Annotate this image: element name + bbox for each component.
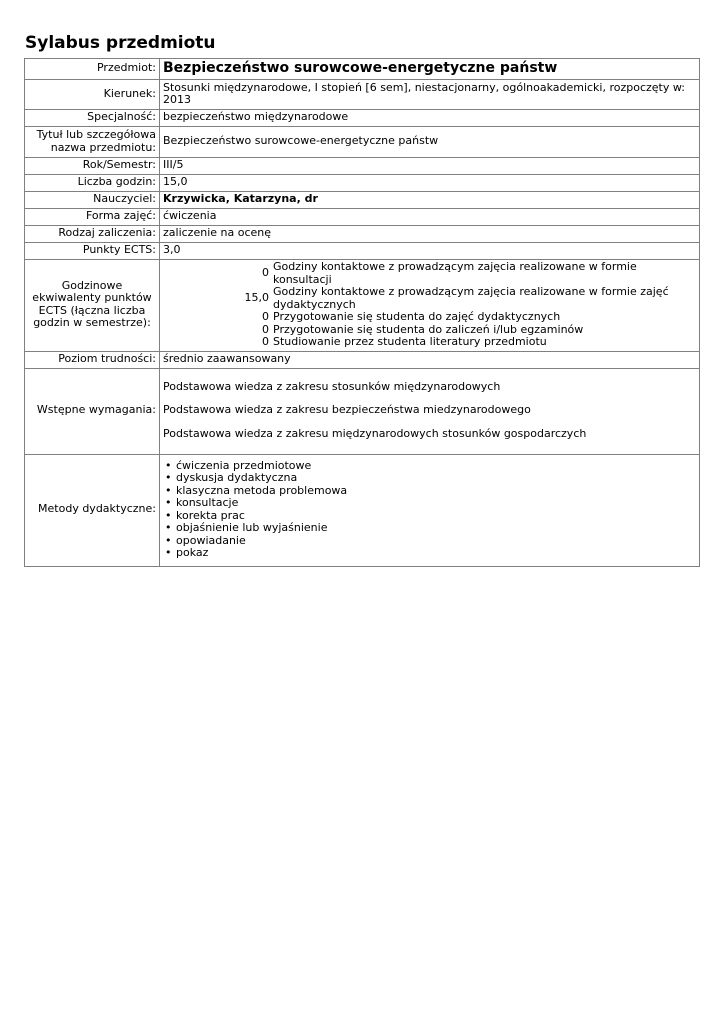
- hours-value: 0: [262, 310, 269, 323]
- row-trudnosc: [25, 351, 700, 368]
- label-trudnosc: Poziom trudności:: [25, 351, 160, 368]
- hours-desc: Godziny kontaktowe z prowadzącym zajęcia realizowane w formie zajęć dydaktycznych: [273, 285, 669, 311]
- requirement-item: Podstawowa wiedza z zakresu bezpieczeństwa miedzynarodowego: [163, 403, 531, 417]
- value-rok: III/5: [160, 158, 700, 175]
- value-ects: 3,0: [160, 243, 700, 260]
- hours-row: [163, 311, 696, 324]
- hours-value: 0: [262, 335, 269, 348]
- value-godziny: 15,0: [160, 175, 700, 192]
- row-tytul: [25, 127, 700, 158]
- methods-list: [163, 460, 696, 560]
- value-specjalnosc: bezpieczeństwo międzynarodowe: [160, 110, 700, 127]
- row-forma: [25, 209, 700, 226]
- hours-desc: Przygotowanie się studenta do zaliczeń i/lub egzaminów: [273, 322, 584, 336]
- hours-row: [163, 286, 696, 311]
- list-item: • opowiadanie: [163, 535, 696, 548]
- label-ects: Punkty ECTS:: [25, 243, 160, 260]
- hours-breakdown: [163, 261, 696, 349]
- label-zaliczenie: Rodzaj zaliczenia:: [25, 226, 160, 243]
- hours-desc: Godziny kontaktowe z prowadzącym zajęcia realizowane w formie konsultacji: [273, 260, 637, 286]
- label-metody: Metody dydaktyczne:: [25, 454, 160, 566]
- value-metody: [160, 454, 700, 566]
- value-ekwiwalenty: [160, 260, 700, 352]
- label-forma: Forma zajęć:: [25, 209, 160, 226]
- value-forma: ćwiczenia: [160, 209, 700, 226]
- list-item: • ćwiczenia przedmiotowe: [163, 460, 696, 473]
- label-rok: Rok/Semestr:: [25, 158, 160, 175]
- row-przedmiot: [25, 59, 700, 80]
- value-nauczyciel: Krzywicka, Katarzyna, dr: [160, 192, 700, 209]
- value-przedmiot: Bezpieczeństwo surowcowe-energetyczne państw: [160, 59, 700, 80]
- label-tytul: Tytuł lub szczegółowa nazwa przedmiotu:: [25, 127, 160, 158]
- list-item: • dyskusja dydaktyczna: [163, 472, 696, 485]
- row-ekwiwalenty: [25, 260, 700, 352]
- list-item: • korekta prac: [163, 510, 696, 523]
- hours-value: 0: [262, 322, 269, 336]
- hours-row: [163, 261, 696, 286]
- value-kierunek: Stosunki międzynarodowe, I stopień [6 sem], niestacjonarny, ogólnoakademicki, rozpoczęty w: 2013: [160, 80, 700, 110]
- row-specjalnosc: [25, 110, 700, 127]
- hours-value: 15,0: [244, 291, 269, 305]
- value-wymagania: [160, 368, 700, 454]
- label-nauczyciel: Nauczyciel:: [25, 192, 160, 209]
- list-item: • objaśnienie lub wyjaśnienie: [163, 522, 696, 535]
- label-wymagania: Wstępne wymagania:: [25, 368, 160, 454]
- value-zaliczenie: zaliczenie na ocenę: [160, 226, 700, 243]
- value-tytul: Bezpieczeństwo surowcowe-energetyczne państw: [160, 127, 700, 158]
- syllabus-table: [24, 58, 700, 567]
- page-title: Sylabus przedmiotu: [25, 33, 216, 53]
- list-item: • klasyczna metoda problemowa: [163, 485, 696, 498]
- row-nauczyciel: [25, 192, 700, 209]
- label-godziny: Liczba godzin:: [25, 175, 160, 192]
- row-rok: [25, 158, 700, 175]
- hours-desc: Studiowanie przez studenta literatury przedmiotu: [273, 335, 547, 348]
- label-przedmiot: Przedmiot:: [25, 59, 160, 80]
- row-kierunek: [25, 80, 700, 110]
- requirement-item: Podstawowa wiedza z zakresu międzynarodowych stosunków gospodarczych: [163, 426, 587, 440]
- hours-row: [163, 336, 696, 349]
- requirement-item: Podstawowa wiedza z zakresu stosunków międzynarodowych: [163, 379, 501, 393]
- list-item: • konsultacje: [163, 497, 696, 510]
- hours-value: 0: [262, 266, 269, 280]
- label-ekwiwalenty: Godzinowe ekwiwalenty punktów ECTS (łączna liczba godzin w semestrze):: [25, 260, 160, 352]
- hours-desc: Przygotowanie się studenta do zajęć dydaktycznych: [273, 310, 561, 323]
- label-specjalnosc: Specjalność:: [25, 110, 160, 127]
- row-godziny: [25, 175, 700, 192]
- label-kierunek: Kierunek:: [25, 80, 160, 110]
- row-zaliczenie: [25, 226, 700, 243]
- list-item: • pokaz: [163, 547, 696, 560]
- row-metody: [25, 454, 700, 566]
- row-wymagania: [25, 368, 700, 454]
- row-ects: [25, 243, 700, 260]
- value-trudnosc: średnio zaawansowany: [160, 351, 700, 368]
